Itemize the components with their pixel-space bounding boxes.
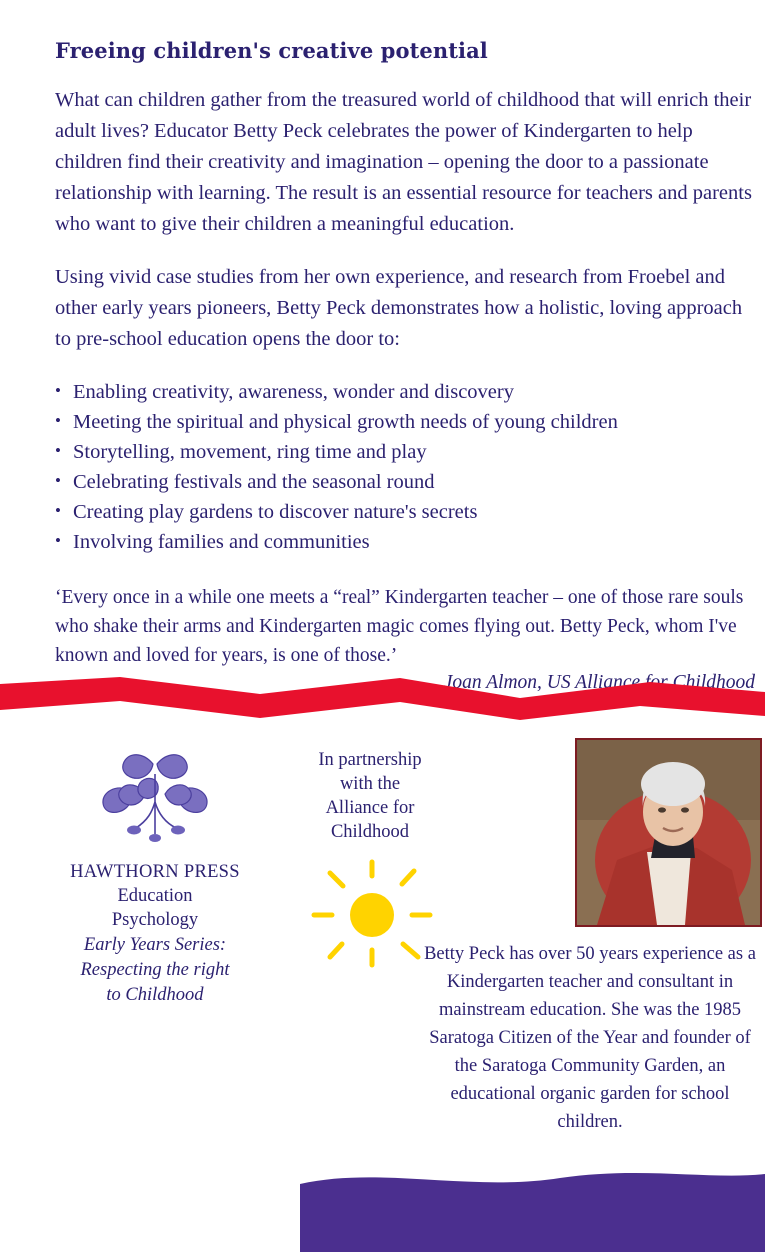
partnership-line-2: with the	[339, 774, 401, 794]
list-item: • Storytelling, movement, ring time and play	[55, 437, 755, 467]
avatar	[577, 740, 760, 925]
partnership-block	[280, 748, 460, 844]
list-item: • Involving families and communities	[55, 527, 755, 557]
author-bio: Betty Peck has over 50 years experience as a Kindergarten teacher and consultant in mainstream education. She was the 1985 Saratoga Citizen of the Year and founder of the Saratoga Community Garden, an educational organic garden for school children.	[424, 944, 756, 1132]
list-item: • Enabling creativity, awareness, wonder and discovery	[55, 377, 755, 407]
case-studies-paragraph: Using vivid case studies from her own experience, and research from Froebel and other early years pioneers, Betty Peck demonstrates how a holistic, loving approach to pre-school education opens the door to:	[55, 266, 743, 350]
list-item: • Creating play gardens to discover nature's secrets	[55, 497, 755, 527]
bottom-purple-wave	[0, 1150, 765, 1252]
list-item: • Meeting the spiritual and physical growth needs of young children	[55, 407, 755, 437]
series-line-3: to Childhood	[106, 985, 204, 1005]
publisher-subject-psychology: Psychology	[111, 910, 199, 930]
lower-panel	[0, 730, 765, 1200]
leaf-sprig-icon	[90, 750, 220, 846]
series-line-2: Respecting the right	[80, 960, 230, 980]
publisher-name: HAWTHORN PRESS	[70, 862, 240, 882]
partnership-line-3: Alliance for	[325, 798, 415, 818]
author-photo-frame	[575, 738, 762, 927]
series-line-1: Early Years Series:	[83, 935, 227, 955]
endorsement-quote: ‘Every once in a while one meets a “real” Kindergarten teacher – one of those rare souls who shake their arms and Kindergarten magic comes flying out. Betty Peck, whom I've known and loved for years, is one of those.’	[55, 587, 744, 666]
main-text-block	[55, 38, 755, 714]
quote-attribution: Joan Almon, US Alliance for Childhood	[443, 672, 755, 693]
intro-paragraph: What can children gather from the treasured world of childhood that will enrich their adult lives? Educator Betty Peck celebrates the power of Kindergarten to help children find their creativity and imagination – opening the door to a passionate relationship with learning. The result is an essential resource for teachers and parents who want to give their children a meaningful education.	[55, 89, 752, 235]
publisher-block	[35, 750, 275, 1007]
publisher-subject-education: Education	[117, 886, 193, 906]
partnership-line-4: Childhood	[330, 822, 410, 842]
feature-bullet-list	[55, 377, 755, 557]
red-zigzag-divider	[0, 672, 765, 722]
list-item: • Celebrating festivals and the seasonal round	[55, 467, 755, 497]
page-title: Freeing children's creative potential	[55, 38, 488, 63]
partnership-line-1: In partnership	[318, 750, 422, 770]
